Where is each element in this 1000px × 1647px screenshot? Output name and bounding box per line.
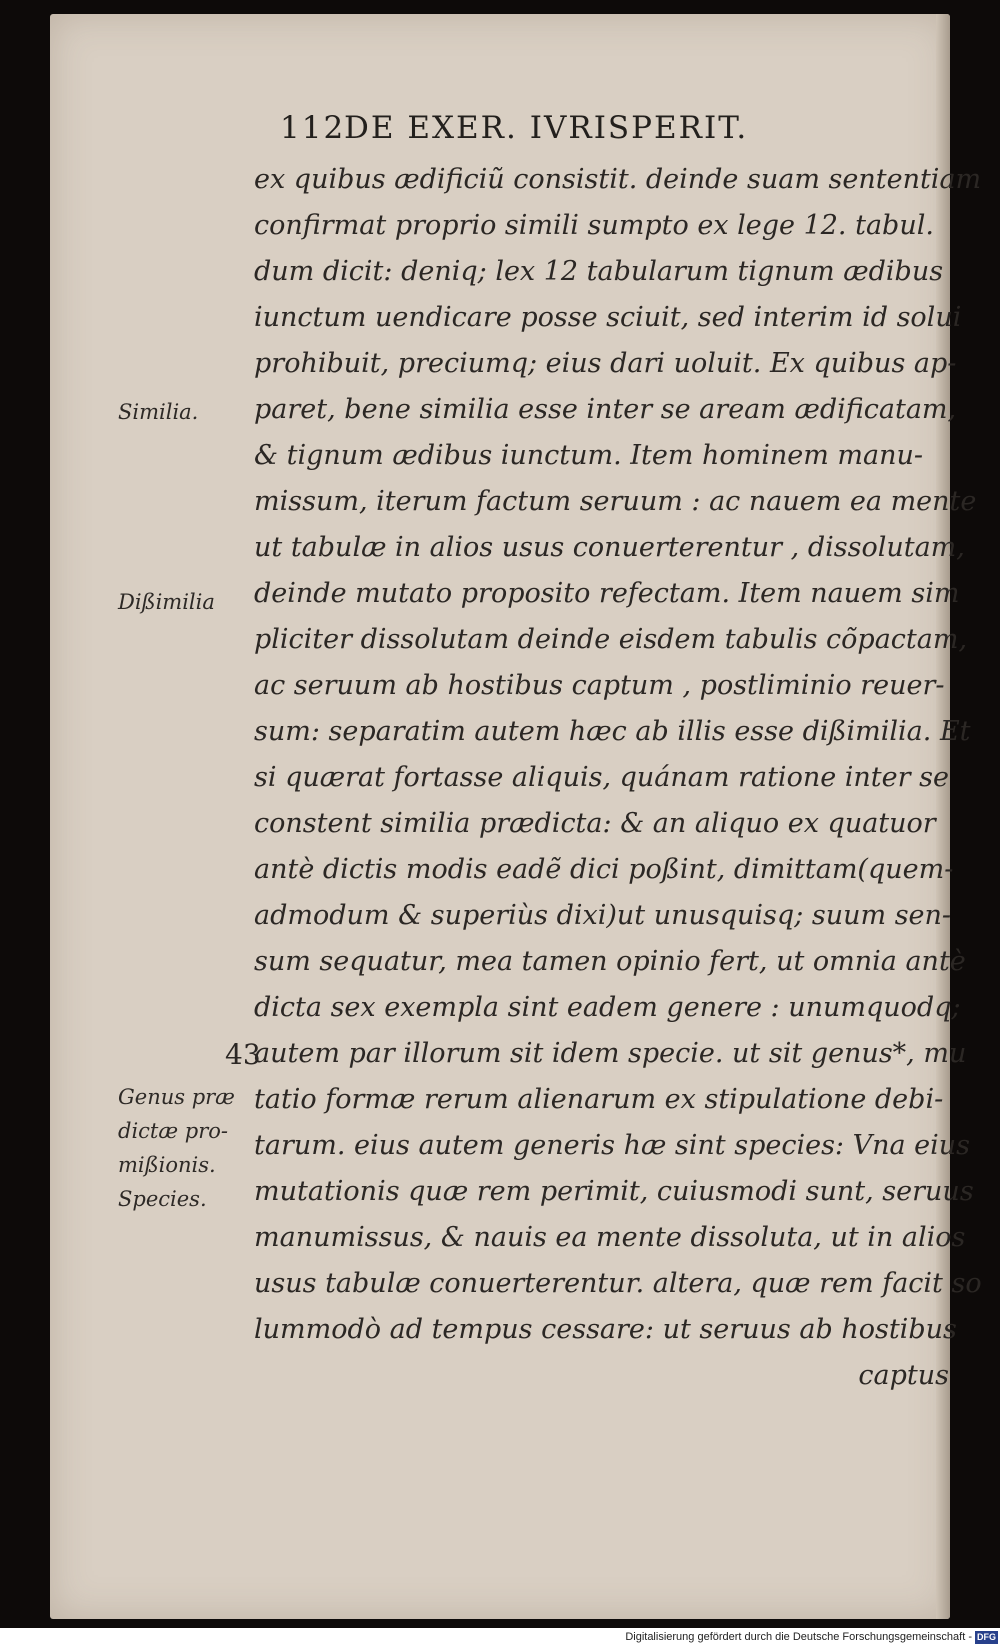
page-number: 112: [280, 110, 346, 146]
running-head-title: DE EXER. IVRISPERIT.: [344, 110, 749, 146]
text-line: antè dictis modis eadẽ dici poßint, dimittam(quem-: [254, 854, 954, 885]
text-line: lummodò ad tempus cessare: ut seruus ab hostibus: [254, 1314, 957, 1345]
catchword: captus: [858, 1360, 949, 1391]
margin-note-line: Genus præ: [118, 1085, 235, 1109]
text-line: usus tabulæ conuerterentur. altera, quæ rem facit so: [254, 1268, 982, 1299]
text-line: pliciter dissolutam deinde eisdem tabulis cõpactam,: [254, 624, 968, 655]
text-line: manumissus, & nauis ea mente dissoluta, ut in alios: [254, 1222, 966, 1253]
margin-note-dissimilia: Dißimilia: [118, 590, 215, 614]
text-line: ex quibus ædificiũ consistit. deinde suam sententiam: [254, 164, 982, 195]
text-line: admodum & superiùs dixi)ut unusquisq; suum sen-: [254, 900, 952, 931]
footer-bar: [0, 1628, 1000, 1647]
text-line: missum, iterum factum seruum : ac nauem ea mente: [254, 486, 977, 517]
running-header: [280, 110, 900, 146]
text-line: dicta sex exempla sint eadem genere : unumquodq;: [254, 992, 961, 1023]
margin-note-line: mißionis.: [118, 1153, 216, 1177]
text-line: si quærat fortasse aliquis, quánam ratione inter se: [254, 762, 949, 793]
margin-note-line: dictæ pro-: [118, 1119, 228, 1143]
text-line: sum: separatim autem hæc ab illis esse dißimilia. Et: [254, 716, 971, 747]
text-line: mutationis quæ rem perimit, cuiusmodi sunt, seruus: [254, 1176, 974, 1207]
text-line: & tignum ædibus iunctum. Item hominem manu-: [254, 440, 924, 471]
body-text: [254, 157, 982, 1399]
text-line: prohibuit, preciumq; eius dari uoluit. Ex quibus ap-: [254, 348, 957, 379]
text-line: dum dicit: deniq; lex 12 tabularum tignum ædibus: [254, 256, 944, 287]
text-line: iunctum uendicare posse sciuit, sed interim id solui: [254, 302, 962, 333]
margin-note-line: Species.: [118, 1187, 207, 1211]
text-line: deinde mutato proposito refectam. Item nauem sim: [254, 578, 960, 609]
text-line: confirmat proprio simili sumpto ex lege 12. tabul.: [254, 210, 934, 241]
text-line: constent similia prædicta: & an aliquo ex quatuor: [254, 808, 936, 839]
margin-note-similia: Similia.: [118, 400, 199, 424]
text-line: autem par illorum sit idem specie. ut sit genus*, mu: [254, 1038, 967, 1069]
margin-marker-number: 43: [225, 1038, 261, 1071]
text-line: ac seruum ab hostibus captum , postliminio reuer-: [254, 670, 945, 701]
text-line: tatio formæ rerum alienarum ex stipulatione debi-: [254, 1084, 944, 1115]
dfg-logo-icon: DFG: [977, 1632, 996, 1642]
text-line: sum sequatur, mea tamen opinio fert, ut omnia antè: [254, 946, 966, 977]
text-line: paret, bene similia esse inter se aream ædificatam,: [254, 394, 957, 425]
funding-credit: Digitalisierung gefördert durch die Deutsche Forschungsgemeinschaft -: [625, 1631, 972, 1643]
text-line: ut tabulæ in alios usus conuerterentur , dissolutam,: [254, 532, 965, 563]
text-line: tarum. eius autem generis hæ sint species: Vna eius: [254, 1130, 971, 1161]
margin-note-genus: [118, 1080, 235, 1216]
